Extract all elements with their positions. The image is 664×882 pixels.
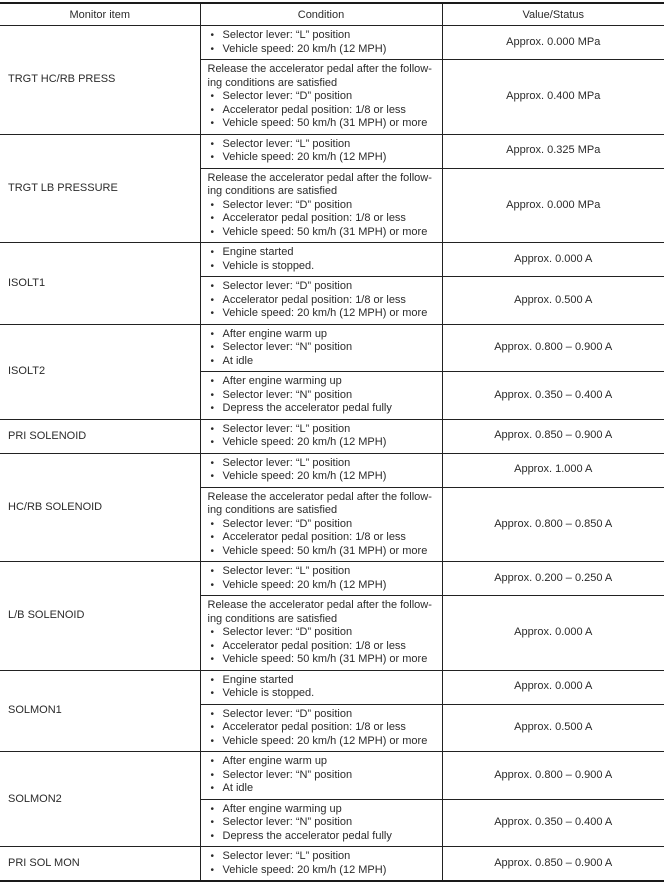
value-status-cell: Approx. 0.850 – 0.900 A	[442, 419, 664, 453]
condition-bullet-line: • Vehicle speed: 50 km/h (31 MPH) or more	[208, 117, 438, 131]
condition-bullet-line: • At idle	[208, 355, 438, 369]
condition-bullet-line: • Vehicle speed: 20 km/h (12 MPH)	[208, 579, 438, 593]
monitor-item-cell: SOLMON1	[0, 670, 200, 752]
value-status-cell: Approx. 0.800 – 0.850 A	[442, 487, 664, 562]
condition-bullet-line: • Vehicle speed: 20 km/h (12 MPH)	[208, 436, 438, 450]
condition-bullet-line: • Accelerator pedal position: 1/8 or less	[208, 212, 438, 226]
condition-intro-line: Release the accelerator pedal after the follow-	[207, 599, 432, 611]
table-row	[0, 752, 664, 800]
condition-bullet-line: • Vehicle is stopped.	[208, 687, 438, 701]
condition-cell	[200, 60, 442, 135]
condition-bullet-line: • Selector lever: “L” position	[208, 138, 438, 152]
column-header-monitor-item: Monitor item	[0, 3, 200, 26]
condition-cell	[200, 277, 442, 325]
condition-bullet-line: • Vehicle speed: 50 km/h (31 MPH) or more	[208, 545, 438, 559]
condition-bullet-line: • Selector lever: “D” position	[208, 90, 438, 104]
value-status-cell: Approx. 0.000 MPa	[442, 168, 664, 243]
condition-bullet-line: • Accelerator pedal position: 1/8 or less	[208, 104, 438, 118]
condition-bullet-line: • Vehicle speed: 20 km/h (12 MPH) or more	[208, 735, 438, 749]
monitor-item-cell: ISOLT2	[0, 324, 200, 419]
condition-bullet-line: • Depress the accelerator pedal fully	[208, 402, 438, 416]
monitor-item-cell: HC/RB SOLENOID	[0, 453, 200, 562]
condition-cell	[200, 324, 442, 372]
condition-cell	[200, 799, 442, 847]
table-row	[0, 419, 664, 453]
condition-bullet-line: • Selector lever: “D” position	[208, 626, 438, 640]
condition-cell	[200, 847, 442, 882]
condition-bullet-line: • At idle	[208, 782, 438, 796]
table-row	[0, 134, 664, 168]
value-status-cell: Approx. 0.200 – 0.250 A	[442, 562, 664, 596]
condition-bullet-line: • Selector lever: “N” position	[208, 816, 438, 830]
header-row	[0, 3, 664, 26]
monitor-table-body	[0, 26, 664, 882]
condition-bullet-line: • Vehicle speed: 50 km/h (31 MPH) or more	[208, 653, 438, 667]
value-status-cell: Approx. 1.000 A	[442, 453, 664, 487]
condition-intro-line: ing conditions are satisfied	[207, 504, 338, 516]
condition-cell	[200, 562, 442, 596]
table-row	[0, 324, 664, 372]
condition-bullet-line: • Accelerator pedal position: 1/8 or less	[208, 721, 438, 735]
condition-intro-line: ing conditions are satisfied	[207, 76, 338, 89]
condition-bullet-line: • Accelerator pedal position: 1/8 or less	[208, 531, 438, 545]
condition-intro-line: ing conditions are satisfied	[207, 612, 338, 625]
value-status-cell: Approx. 0.500 A	[442, 704, 664, 752]
condition-bullet-line: • Engine started	[208, 674, 438, 688]
condition-bullet-line: • Selector lever: “N” position	[208, 389, 438, 403]
value-status-cell: Approx. 0.000 A	[442, 670, 664, 704]
condition-cell	[200, 243, 442, 277]
monitor-item-spec-table	[0, 2, 664, 882]
monitor-item-cell: ISOLT1	[0, 243, 200, 325]
condition-cell	[200, 704, 442, 752]
condition-bullet-line: • Vehicle speed: 20 km/h (12 MPH)	[208, 43, 438, 57]
condition-cell	[200, 372, 442, 420]
table-row	[0, 243, 664, 277]
value-status-cell: Approx. 0.500 A	[442, 277, 664, 325]
condition-bullet-line: • Selector lever: “L” position	[208, 457, 438, 471]
condition-bullet-line: • Vehicle speed: 20 km/h (12 MPH)	[208, 470, 438, 484]
condition-bullet-line: • Selector lever: “D” position	[208, 518, 438, 532]
condition-cell	[200, 752, 442, 800]
table-row	[0, 26, 664, 60]
table-row	[0, 847, 664, 882]
condition-cell	[200, 487, 442, 562]
condition-bullet-line: • Depress the accelerator pedal fully	[208, 830, 438, 844]
monitor-item-cell: SOLMON2	[0, 752, 200, 847]
monitor-item-cell: L/B SOLENOID	[0, 562, 200, 671]
condition-bullet-line: • After engine warming up	[208, 375, 438, 389]
value-status-cell: Approx. 0.350 – 0.400 A	[442, 372, 664, 420]
condition-bullet-line: • Selector lever: “N” position	[208, 769, 438, 783]
table-header	[0, 3, 664, 26]
table-row	[0, 670, 664, 704]
value-status-cell: Approx. 0.325 MPa	[442, 134, 664, 168]
condition-bullet-line: • Selector lever: “L” position	[208, 423, 438, 437]
condition-cell	[200, 134, 442, 168]
value-status-cell: Approx. 0.000 MPa	[442, 26, 664, 60]
condition-bullet-line: • Selector lever: “D” position	[208, 199, 438, 213]
value-status-cell: Approx. 0.800 – 0.900 A	[442, 324, 664, 372]
condition-bullet-line: • Accelerator pedal position: 1/8 or less	[208, 294, 438, 308]
condition-cell	[200, 596, 442, 671]
condition-bullet-line: • Vehicle is stopped.	[208, 260, 438, 274]
value-status-cell: Approx. 0.350 – 0.400 A	[442, 799, 664, 847]
value-status-cell: Approx. 0.800 – 0.900 A	[442, 752, 664, 800]
condition-cell	[200, 419, 442, 453]
column-header-value-status: Value/Status	[442, 3, 664, 26]
condition-intro-line: ing conditions are satisfied	[207, 185, 338, 197]
condition-bullet-line: • Vehicle speed: 20 km/h (12 MPH)	[208, 864, 438, 878]
condition-bullet-line: • Accelerator pedal position: 1/8 or less	[208, 640, 438, 654]
table-row	[0, 562, 664, 596]
column-header-condition: Condition	[200, 3, 442, 26]
condition-bullet-line: • Selector lever: “D” position	[208, 280, 438, 294]
condition-bullet-line: • Engine started	[208, 246, 438, 260]
condition-cell	[200, 453, 442, 487]
condition-bullet-line: • After engine warm up	[208, 328, 438, 342]
condition-bullet-line: • Selector lever: “N” position	[208, 341, 438, 355]
monitor-item-cell: PRI SOL MON	[0, 847, 200, 882]
value-status-cell: Approx. 0.000 A	[442, 243, 664, 277]
monitor-item-cell: TRGT HC/RB PRESS	[0, 26, 200, 135]
condition-bullet-line: • After engine warm up	[208, 755, 438, 769]
value-status-cell: Approx. 0.000 A	[442, 596, 664, 671]
table-row	[0, 453, 664, 487]
condition-cell	[200, 670, 442, 704]
condition-bullet-line: • Vehicle speed: 20 km/h (12 MPH) or more	[208, 307, 438, 321]
condition-bullet-line: • Selector lever: “L” position	[208, 565, 438, 579]
condition-bullet-line: • Selector lever: “L” position	[208, 29, 438, 43]
condition-bullet-line: • After engine warming up	[208, 803, 438, 817]
condition-intro-line: Release the accelerator pedal after the follow-	[207, 490, 432, 503]
monitor-item-cell: PRI SOLENOID	[0, 419, 200, 453]
condition-intro-line: Release the accelerator pedal after the follow-	[207, 171, 432, 184]
condition-intro-line: Release the accelerator pedal after the follow-	[207, 63, 432, 75]
monitor-item-cell: TRGT LB PRESSURE	[0, 134, 200, 243]
value-status-cell: Approx. 0.400 MPa	[442, 60, 664, 135]
condition-bullet-line: • Vehicle speed: 50 km/h (31 MPH) or more	[208, 226, 438, 240]
condition-bullet-line: • Selector lever: “D” position	[208, 708, 438, 722]
condition-bullet-line: • Vehicle speed: 20 km/h (12 MPH)	[208, 151, 438, 165]
condition-cell	[200, 26, 442, 60]
value-status-cell: Approx. 0.850 – 0.900 A	[442, 847, 664, 882]
condition-cell	[200, 168, 442, 243]
condition-bullet-line: • Selector lever: “L” position	[208, 850, 438, 864]
